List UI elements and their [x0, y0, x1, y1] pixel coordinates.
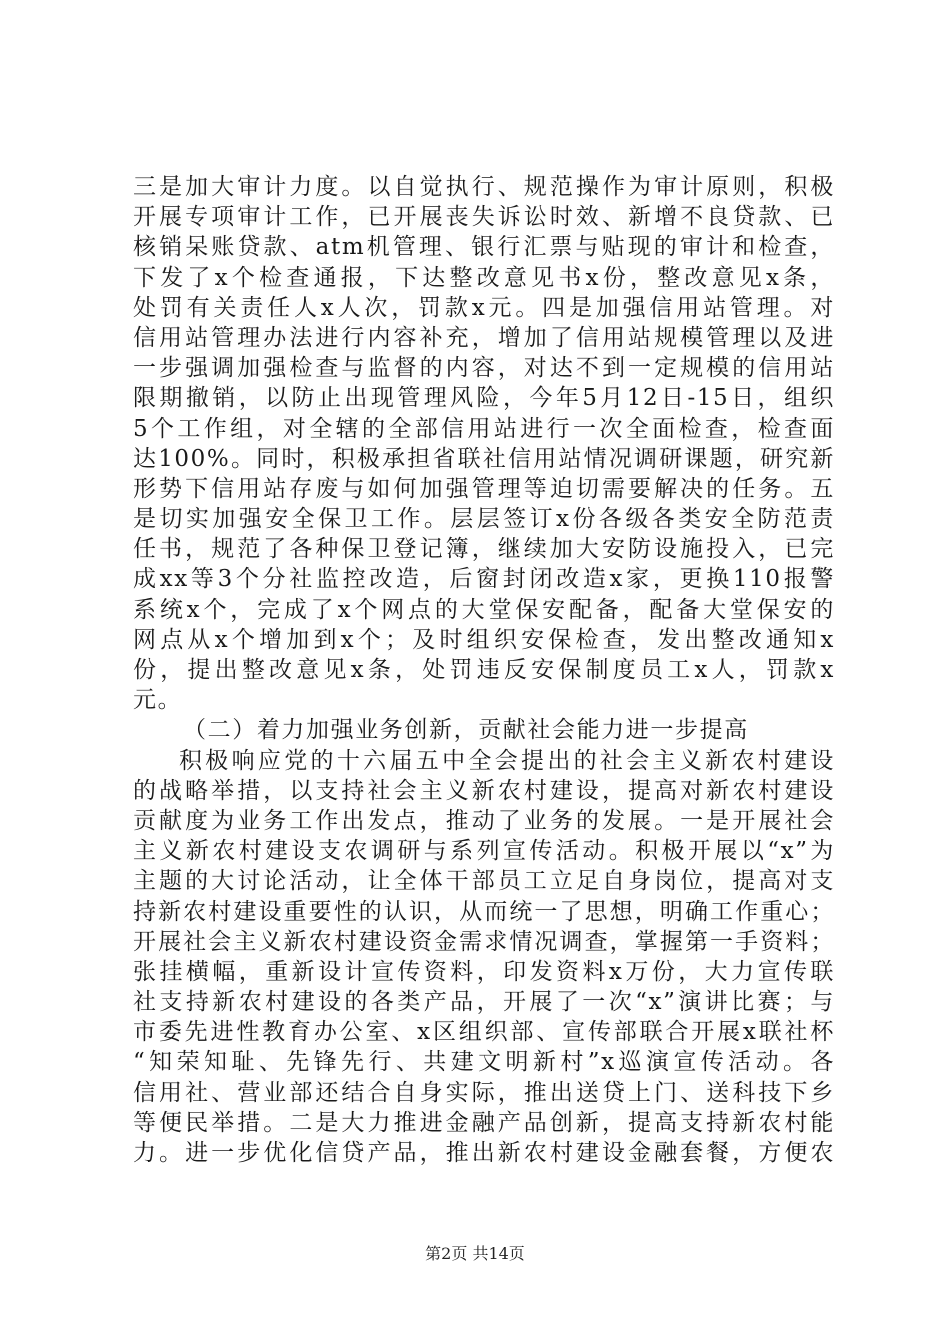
text-line: 社支持新农村建设的各类产品，开展了一次“x”演讲比赛；与 [133, 989, 835, 1016]
text-line: 系统x个，完成了x个网点的大堂保安配备，配备大堂保安的 [133, 596, 835, 623]
text-line: 达100%。同时，积极承担省联社信用站情况调研课题，研究新 [133, 445, 835, 472]
text-line: 元。 [133, 687, 183, 714]
text-line: 一步强调加强检查与监督的内容，对达不到一定规模的信用站 [133, 355, 835, 382]
section-heading: （二）着力加强业务创新，贡献社会能力进一步提高 [183, 717, 749, 744]
text-line: “知荣知耻、先锋先行、共建文明新村”x巡演宣传活动。各 [133, 1049, 835, 1076]
text-line: 5个工作组，对全辖的全部信用站进行一次全面检查，检查面 [133, 415, 835, 442]
text-line: 下发了x个检查通报，下达整改意见书x份，整改意见x条， [133, 264, 835, 291]
text-line: 核销呆账贷款、atm机管理、银行汇票与贴现的审计和检查， [133, 234, 835, 261]
text-line: 等便民举措。二是大力推进金融产品创新，提高支持新农村能 [133, 1109, 835, 1136]
text-line: 主题的大讨论活动，让全体干部员工立足自身岗位，提高对支 [133, 868, 835, 895]
text-line: 网点从x个增加到x个；及时组织安保检查，发出整改通知x [133, 626, 835, 653]
text-line: 份，提出整改意见x条，处罚违反安保制度员工x人，罚款x [133, 657, 835, 683]
text-line: 张挂横幅，重新设计宣传资料，印发资料x万份，大力宣传联 [133, 958, 835, 985]
text-line: 形势下信用站存废与如何加强管理等迫切需要解决的任务。五 [133, 475, 835, 502]
text-line: 的战略举措，以支持社会主义新农村建设，提高对新农村建设 [133, 777, 835, 804]
text-line: 开展社会主义新农村建设资金需求情况调查，掌握第一手资料； [133, 928, 835, 955]
text-line: 信用社、营业部还结合自身实际，推出送贷上门、送科技下乡 [133, 1079, 835, 1106]
text-line: 贡献度为业务工作出发点，推动了业务的发展。一是开展社会 [133, 807, 835, 834]
page-footer: 第2页 共14页 [425, 1244, 525, 1263]
text-line: 主义新农村建设支农调研与系列宣传活动。积极开展以“x”为 [133, 838, 835, 865]
text-line: 积极响应党的十六届五中全会提出的社会主义新农村建设 [179, 747, 835, 774]
text-line: 处罚有关责任人x人次，罚款x元。四是加强信用站管理。对 [133, 294, 835, 321]
text-line: 任书，规范了各种保卫登记簿，继续加大安防设施投入，已完 [133, 536, 835, 563]
text-line: 是切实加强安全保卫工作。层层签订x份各级各类安全防范责 [133, 506, 835, 533]
text-line: 市委先进性教育办公室、x区组织部、宣传部联合开展x联社杯 [133, 1019, 835, 1046]
text-line: 力。进一步优化信贷产品，推出新农村建设金融套餐，方便农 [133, 1140, 835, 1166]
text-line: 限期撤销，以防止出现管理风险，今年5月12日-15日，组织 [133, 385, 835, 412]
text-line: 开展专项审计工作，已开展丧失诉讼时效、新增不良贷款、已 [133, 204, 835, 231]
text-line: 成xx等3个分社监控改造，后窗封闭改造x家，更换110报警 [133, 566, 835, 593]
text-line: 三是加大审计力度。以自觉执行、规范操作为审计原则，积极 [133, 174, 835, 200]
text-line: 信用站管理办法进行内容补充，增加了信用站规模管理以及进 [133, 324, 835, 351]
text-line: 持新农村建设重要性的认识，从而统一了思想，明确工作重心； [133, 898, 835, 925]
document-body [133, 172, 835, 1168]
